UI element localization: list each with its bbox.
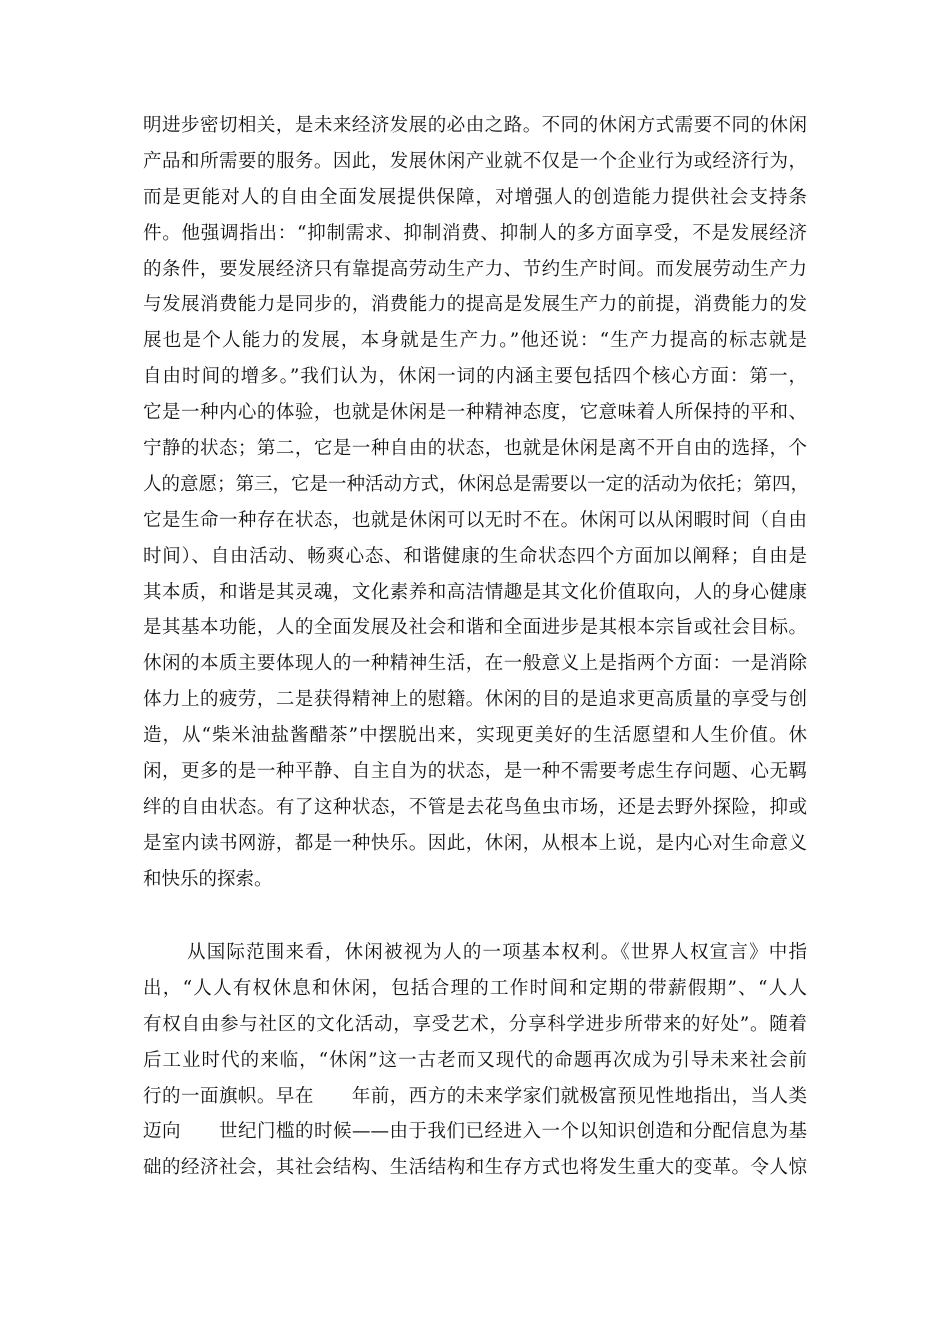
text-line: 体力上的疲劳，二是获得精神上的慰籍。休闲的目的是追求更高质量的享受与创	[143, 689, 807, 711]
text-line: 闲，更多的是一种平静、自主自为的状态，是一种不需要考虑生存问题、心无羁	[143, 761, 807, 783]
text-line: 其本质，和谐是其灵魂，文化素养和高洁情趣是其文化价值取向，人的身心健康	[143, 581, 807, 603]
paragraph-2	[143, 935, 807, 1186]
text-line: 有权自由参与社区的文化活动，享受艺术，分享科学进步所带来的好处”。随着	[143, 1013, 807, 1035]
text-line: 它是生命一种存在状态，也就是休闲可以无时不在。休闲可以从闲暇时间（自由	[143, 509, 807, 531]
text-line: 件。他强调指出：“抑制需求、抑制消费、抑制人的多方面享受，不是发展经济	[143, 222, 807, 244]
paragraph-1	[143, 108, 810, 898]
text-line: 明进步密切相关，是未来经济发展的必由之路。不同的休闲方式需要不同的休闲	[143, 115, 807, 136]
text-line: 础的经济社会，其社会结构、生活结构和生存方式也将发生重大的变革。令人惊	[143, 1157, 807, 1179]
text-line: 人的意愿；第三，它是一种活动方式，休闲总是需要以一定的活动为依托；第四，	[143, 473, 810, 495]
text-line: 后工业时代的来临，“休闲”这一古老而又现代的命题再次成为引导未来社会前	[143, 1049, 807, 1071]
text-line: 迈向 世纪门槛的时候——由于我们已经进入一个以知识创造和分配信息为基	[143, 1121, 807, 1143]
text-line: 自由时间的增多。”我们认为，休闲一词的内涵主要包括四个核心方面：第一，	[143, 366, 807, 388]
text-line: 造，从“柴米油盐酱醋茶”中摆脱出来，实现更美好的生活愿望和人生价值。休	[143, 725, 807, 747]
text-line: 展也是个人能力的发展，本身就是生产力。”他还说：“生产力提高的标志就是	[143, 330, 807, 352]
text-line: 宁静的状态；第二，它是一种自由的状态，也就是休闲是离不开自由的选择，个	[143, 438, 807, 460]
text-line: 是其基本功能，人的全面发展及社会和谐和全面进步是其根本宗旨或社会目标。	[143, 617, 807, 639]
text-line: 从国际范围来看，休闲被视为人的一项基本权利。《世界人权宣言》中指	[187, 942, 807, 963]
text-line: 和快乐的探索。	[143, 868, 273, 890]
text-line: 产品和所需要的服务。因此，发展休闲产业就不仅是一个企业行为或经济行为，	[143, 150, 807, 172]
text-line: 的条件，要发展经济只有靠提高劳动生产力、节约生产时间。而发展劳动生产力	[143, 258, 807, 280]
text-line: 行的一面旗帜。早在 年前，西方的未来学家们就极富预见性地指出，当人类	[143, 1085, 807, 1107]
text-line: 而是更能对人的自由全面发展提供保障，对增强人的创造能力提供社会支持条	[143, 186, 807, 208]
text-line: 时间）、自由活动、畅爽心态、和谐健康的生命状态四个方面加以阐释；自由是	[143, 545, 807, 567]
text-line: 是室内读书网游，都是一种快乐。因此，休闲，从根本上说，是内心对生命意义	[143, 832, 807, 854]
text-line: 休闲的本质主要体现人的一种精神生活，在一般意义上是指两个方面：一是消除	[143, 653, 807, 675]
text-line: 它是一种内心的体验，也就是休闲是一种精神态度，它意味着人所保持的平和、	[143, 402, 807, 424]
text-line: 绊的自由状态。有了这种状态，不管是去花鸟鱼虫市场，还是去野外探险，抑或	[143, 796, 807, 818]
text-line: 与发展消费能力是同步的，消费能力的提高是发展生产力的前提，消费能力的发	[143, 294, 807, 316]
text-line: 出，“人人有权休息和休闲，包括合理的工作时间和定期的带薪假期”、“人人	[143, 977, 807, 999]
